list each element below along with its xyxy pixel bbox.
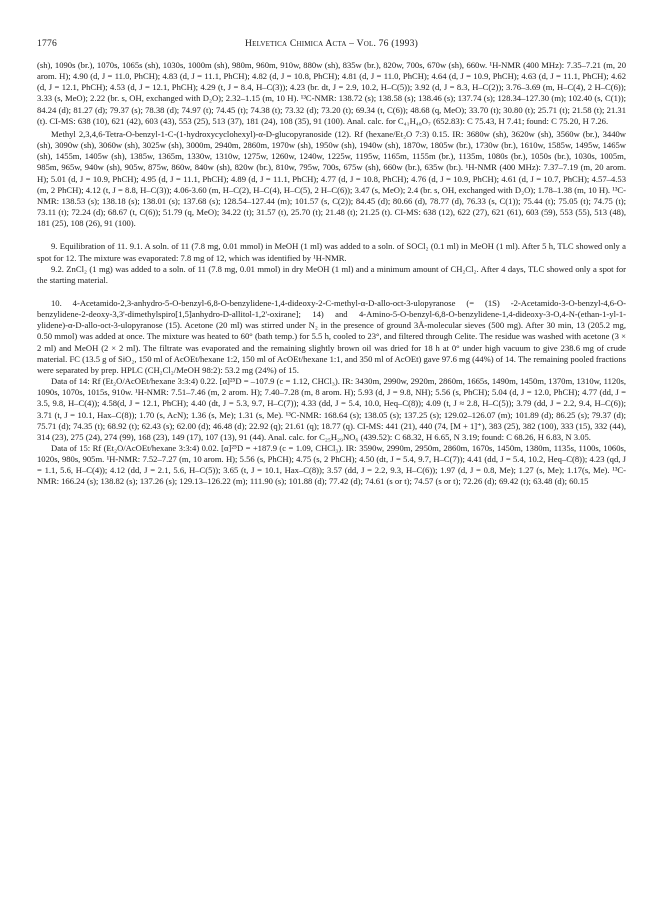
paragraph-data-of-15: Data of 15: Rf (Et₂O/AcOEt/hexane 3:3:4) 0.02. [α]²⁵D = +187.9 (c = 1.09, CHCl₃). IR: 3590w, 2990m, 2950m, 2860m, 1670s, 1450m, 1380m, 1135s, 1100s, 1060s, 1020s, 980s, 905m. ¹H-NMR: 7.52–7.27 (m, 10 arom. H); 5.56 (s, PhCH); 4.75 (s, 2 PhCH); 4.50 (dt, J = 5.4, 9.7, H–C(7)); 4.41 (dd, J = 5.4, 10.2, Heq–C(8)); 4.23 (qd, J = 1.1, 5.6, H–C(4)); 4.12 (dd, J = 2.1, 5.6, H–C(5)); 3.65 (t, J = 10.1, Hax–C(8)); 3.57 (dd, J = 2.2, 9.3, H–C(6)); 1.97 (d, J = 0.8, Me); 1.27 (s, Me); 1.17(s, Me). ¹³C-NMR: 166.24 (s); 138.82 (s); 137.26 (s); 129.13–126.22 (m); 111.90 (s); 101.88 (d); 77.42 (d); 74.61 (s or t); 74.57 (s or t); 72.26 (d); 69.42 (t); 63.48 (d); 60.15 bbox=[37, 443, 626, 487]
journal-title: Helvetica Chimica Acta – Vol. 76 (1993) bbox=[244, 38, 419, 49]
paragraph-data-of-14: Data of 14: Rf (Et₂O/AcOEt/hexane 3:3:4) 0.22. [α]²⁵D = –107.9 (c = 1.12, CHCl₃). IR: 3430m, 2990w, 2920m, 2860m, 1665s, 1490m, 1450m, 1370m, 1310w, 1120s, 1090s, 1070s, 1015s, 910w. ¹H-NMR: 7.51–7.46 (m, 2 arom. H); 7.40–7.28 (m, 8 arom. H); 5.93 (d, J = 9.8, NH); 5.56 (s, PhCH); 5.04 (d, J = 12.0, PhCH); 4.77 (dd, J = 3.5, 9.8, H–C(4)); 4.58(d, J = 12.1, PhCH); 4.40 (dt, J = 5.3, 9.7, H–C(7)); 4.33 (dd, J = 5.4, 10.0, Heq–C(8)); 4.09 (t, J ≈ 2.8, H–C(5)); 3.79 (dd, J = 2.2, 9.4, H–C(6)); 3.71 (t, J = 10.1, Hax–C(8)); 1.70 (s, AcN); 1.36 (s, Me); 1.31 (s, Me). ¹³C-NMR: 168.64 (s); 138.05 (s); 137.25 (s); 129.02–126.07 (m); 101.89 (d); 86.25 (s); 79.37 (d); 75.71 (d); 74.35 (t); 68.92 (t); 62.43 (s); 62.00 (d); 46.48 (d); 22.92 (q); 21.61 (q); 18.77 (q). CI-MS: 441 (21), 440 (74, [M + 1]⁺), 383 (25), 382 (100), 333 (15), 332 (44), 314 (23), 275 (24), 274 (99), 168 (23), 149 (17), 107 (13), 91 (44). Anal. calc. for C₂₅H₂₉NO₆ (439.52): C 68.32, H 6.65, N 3.19; found: C 68.26, H 6.83, N 3.05. bbox=[37, 376, 626, 442]
paragraph-section-10-procedure: 10. 4-Acetamido-2,3-anhydro-5-O-benzyl-6,8-O-benzylidene-1,4-dideoxy-2-C-methyl-α-D-allo-oct-3-ulopyranose (= (1S) -2-Acetamido-3-O-benzyl-4,6-O-benzylidene-2-deoxy-3,3'-dimethylspiro[1,5]anhydro-D-allitol-1,2'-oxirane]; 14) and 4-Amino-5-O-benzyl-6,8-O-benzylidene-1,4-dideoxy-3-O,4-N-(ethan-1-yl-1-ylidene)-α-D-allo-oct-3-ulopyranose (15). Acetone (20 ml) was stirred under N₂ in the presence of ground 3Å-molecular sieves (500 mg). After 30 min, 13 (205.2 mg, 0.50 mmol) was added at once. The mixture was heated to 60° (bath temp.) for 5.5 h, cooled to 23°, and filtered through Celite. The residue was washed with acetone (3 × 2 ml) and MeOH (2 × 2 ml). The filtrate was evaporated and the remaining slightly brown oil was dried for 18 h at 0° under high vacuum to give 238.6 mg of crude material. FC (13.5 g of SiO₂, 150 ml of AcOEt/hexane 1:2, 150 ml of AcOEt/hexane 1:1, and 350 ml of AcOEt) gave 97.6 mg (44%) of 14. The remaining pooled fractions were separated by prep. HPLC (CH₂Cl₂/MeOH 98:2): 53.2 mg (24%) of 15. bbox=[37, 297, 626, 375]
paragraph-compound-12-data: Methyl 2,3,4,6-Tetra-O-benzyl-1-C-(1-hydroxycyclohexyl)-α-D-glucopyranoside (12). Rf (hexane/Et₂O 7:3) 0.15. IR: 3680w (sh), 3620w (sh), 3560w (br.), 3440w (sh), 3090w (sh), 3060w (sh), 3025w (sh), 3000m, 2940m, 2860m, 1970w (sh), 1950w (sh), 1940w (sh), 1870w, 1805w (br.), 1730w (br.), 1610w, 1585w, 1495w, 1465w (sh), 1455m, 1405w (sh), 1385w, 1365m, 1330w, 1310w, 1275w, 1260w, 1240w, 1225w, 1195w, 1165m, 1155m (br.), 1135m, 1080s (br.), 1050s (br.), 1030s, 1005m, 985m, 965w, 940w (sh), 905w, 875w, 860w, 840w (sh), 820w (br.), 810w, 795w, 700s, 675w (sh), 660w (br.), 635w (br.). ¹H-NMR (400 MHz): 7.37–7.19 (m, 20 arom. H); 5.01 (d, J = 10.9, PhCH); 4.95 (d, J = 11.1, PhCH); 4.89 (d, J = 11.1, PhCH); 4.77 (d, J = 10.8, PhCH); 4.76 (d, J = 10.9, PhCH); 4.61 (d, J = 10.7, PhCH); 4.57–4.53 (m, 2 PhCH); 4.12 (t, J = 8.8, H–C(3)); 4.06-3.60 (m, H–C(2), H–C(4), H–C(5), 2 H–C(6)); 3.47 (s, MeO); 2.4 (br. s, OH, exchanged with D₂O); 1.78–1.38 (m, 10 H). ¹³C-NMR: 138.53 (s); 138.18 (s); 138.01 (s); 137.68 (s); 128.54–127.44 (m); 101.57 (s, C(2)); 84.45 (d); 80.66 (d), 78.77 (d), 76.33 (s, C(1)); 75.44 (t); 75.05 (t); 74.75 (t); 73.11 (t); 72.24 (d); 68.67 (t, C(6)); 51.79 (q, MeO); 34.22 (t); 31.57 (t), 25.70 (t); 21.48 (t); 21.25 (t). CI-MS: 638 (12), 622 (27), 621 (61), 603 (59), 553 (55), 513 (48), 181 (25), 108 (26), 91 (100). bbox=[37, 128, 626, 229]
paragraph-equilibration-9-2: 9.2. ZnCl₂ (1 mg) was added to a soln. of 11 (7.8 mg, 0.01 mmol) in dry MeOH (1 ml) and a minimum amount of CH₂Cl₂. After 4 days, TLC showed only a spot for the starting material. bbox=[37, 263, 626, 285]
paragraph-compound-11-data: (sh), 1090s (br.), 1070s, 1065s (sh), 1030s, 1000m (sh), 980m, 960m, 910w, 880w (sh), 835w (br.), 820w, 700s, 670w (sh), 660w. ¹H-NMR (400 MHz): 7.35–7.21 (m, 20 arom. H); 4.90 (d, J = 11.0, PhCH); 4.83 (d, J = 11.1, PhCH); 4.82 (d, J = 10.8, PhCH); 4.81 (d, J = 11.0, PhCH); 4.64 (d, J = 10.9, PhCH); 4.63 (d, J = 11.1, PhCH); 4.62 (d, J = 12.1, PhCH); 4.53 (d, J = 12.1, PhCH); 4.29 (t, J = 8.4, H–C(3)); 4.23 (br. dt, J = 2.9, 10.2, H–C(5)); 3.92 (d, J = 8.3, H–C(2)); 3.76–3.69 (m, H–C(4), 2 H–C(6)); 3.33 (s, MeO); 2.22 (br. s, OH, exchanged with D₂O); 2.32–1.15 (m, 10 H). ¹³C-NMR: 138.72 (s); 138.58 (s); 138.46 (s); 137.74 (s); 128.34–127.30 (m); 102.40 (s, C(1)); 84.24 (d); 81.27 (d); 79.37 (s); 78.38 (d); 74.97 (t); 74.45 (t); 74.38 (t); 73.32 (d); 73.20 (t); 69.34 (t, C(6)); 48.68 (q, MeO); 33.70 (t); 30.80 (t); 25.71 (t); 21.58 (t); 21.31 (t). CI-MS: 638 (10), 621 (42), 603 (43), 553 (25), 513 (37), 181 (24), 108 (35), 91 (100). Anal. calc. for C₄₁H₄₈O₇ (652.83): C 75.43, H 7.41; found: C 75.20, H 7.26. bbox=[37, 60, 626, 126]
page-number: 1776 bbox=[37, 38, 57, 49]
running-header bbox=[37, 38, 626, 52]
paragraph-equilibration-9-1: 9. Equilibration of 11. 9.1. A soln. of 11 (7.8 mg, 0.01 mmol) in MeOH (1 ml) was added to a soln. of SOCl₂ (0.1 ml) in MeOH (1 ml). After 5 h, TLC showed only a spot for 12. The mixture was evaporated: 7.8 mg of 12, which was identified by ¹H-NMR. bbox=[37, 241, 626, 263]
